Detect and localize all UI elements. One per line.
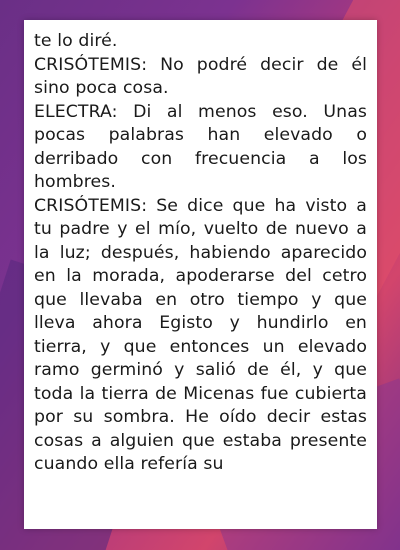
- text-page: [24, 20, 377, 529]
- paragraph-crisotemis-2: CRISÓTEMIS: Se dice que ha visto a tu padre y el mío, vuelto de nuevo a la luz; después, habiendo aparecido en la morada, apoderarse del cetro que llevaba en otro tiempo y que lleva ahora Egisto y hundirlo en tierra, y que entonces un elevado ramo germinó y salió de él, y que toda la tierra de Micenas fue cubierta por su sombra. He oído decir estas cosas a alguien que estaba presente cuando ella refería su: [34, 195, 367, 474]
- paragraph-electra: ELECTRA: Di al menos eso. Unas pocas palabras han elevado o derribado con frecuencia a los hombres.: [34, 101, 367, 192]
- dialogue-text: [34, 30, 367, 477]
- paragraph-continuation: te lo diré.: [34, 31, 118, 51]
- paragraph-crisotemis-1: CRISÓTEMIS: No podré decir de él sino poca cosa.: [34, 54, 367, 98]
